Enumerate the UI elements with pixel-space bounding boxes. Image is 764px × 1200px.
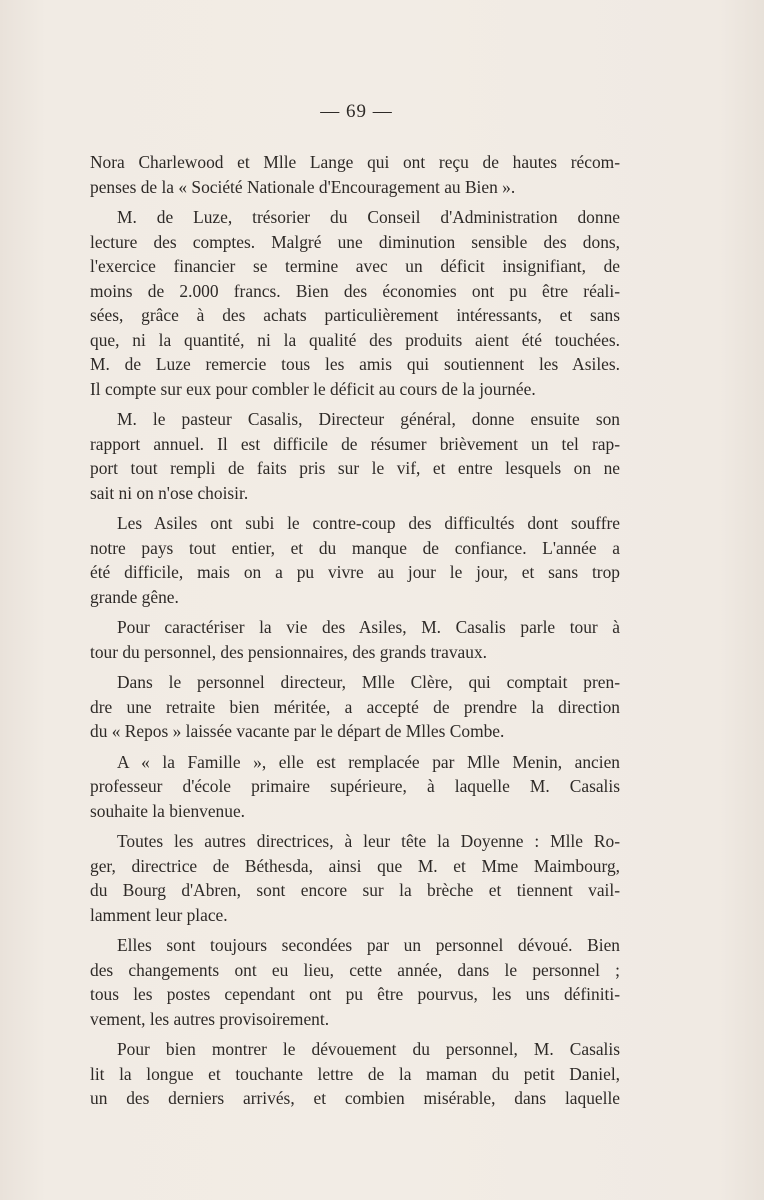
text-line: dre une retraite bien méritée, a accepté de prendre la direction — [90, 696, 620, 717]
text-line: du Bourg d'Abren, sont encore sur la brèche et tiennent vail- — [90, 880, 620, 900]
text-line: Elles sont toujours secondées par un personnel dévoué. Bien — [117, 935, 620, 955]
paragraph — [90, 933, 620, 1031]
paragraph — [90, 829, 620, 927]
text-line: Dans le personnel directeur, Mlle Clère, qui comptait pren- — [117, 672, 620, 692]
text-line: A « la Famille », elle est remplacée par Mlle Menin, ancien — [117, 751, 620, 772]
paragraph — [90, 407, 620, 505]
text-line: Les Asiles ont subi le contre-coup des difficultés dont souffre — [117, 513, 620, 533]
text-line: M. de Luze remercie tous les amis qui soutiennent les Asiles. — [90, 354, 620, 374]
text-line: souhaite la bienvenue. — [90, 800, 246, 821]
text-line: lecture des comptes. Malgré une diminution sensible des dons, — [90, 231, 620, 252]
paragraph — [90, 205, 620, 401]
text-line: Pour caractériser la vie des Asiles, M. Casalis parle tour à — [117, 617, 620, 637]
text-line: du « Repos » laissée vacante par le départ de Mlles Combe. — [90, 721, 505, 741]
text-line: M. de Luze, trésorier du Conseil d'Administration donne — [117, 207, 620, 227]
page-number: — 69 — — [320, 101, 393, 122]
text-line: lit la longue et touchante lettre de la maman du petit Daniel, — [90, 1063, 620, 1084]
text-line: Nora Charlewood et Mlle Lange qui ont reçu de hautes récom- — [90, 152, 620, 172]
text-line: été difficile, mais on a pu vivre au jour le jour, et sans trop — [90, 562, 620, 582]
text-line: lamment leur place. — [90, 904, 228, 925]
text-line: port tout rempli de faits pris sur le vif, et entre lesquels on ne — [90, 458, 620, 478]
text-line: Il compte sur eux pour combler le déficit au cours de la journée. — [90, 378, 536, 399]
paragraph — [90, 615, 620, 664]
text-line: un des derniers arrivés, et combien misérable, dans laquelle — [90, 1088, 620, 1108]
text-line: tour du personnel, des pensionnaires, des grands travaux. — [90, 641, 487, 662]
text-line: que, ni la quantité, ni la qualité des produits aient été touchées. — [90, 329, 620, 350]
paragraph — [90, 150, 620, 199]
text-line: Pour bien montrer le dévouement du personnel, M. Casalis — [117, 1039, 620, 1059]
text-line: tous les postes cependant ont pu être pourvus, les uns définiti- — [90, 984, 620, 1004]
text-line: moins de 2.000 francs. Bien des économies ont pu être réali- — [90, 280, 620, 301]
text-line: sées, grâce à des achats particulièrement intéressants, et sans — [90, 305, 620, 325]
text-line: sait ni on n'ose choisir. — [90, 482, 249, 503]
paragraph — [90, 750, 620, 824]
text-line: penses de la « Société Nationale d'Encouragement au Bien ». — [90, 176, 516, 197]
paragraph — [90, 1037, 620, 1111]
paragraph — [90, 511, 620, 609]
body-text — [90, 150, 620, 1117]
text-line: vement, les autres provisoirement. — [90, 1008, 330, 1029]
text-line: rapport annuel. Il est difficile de résumer brièvement un tel rap- — [90, 433, 620, 454]
text-line: l'exercice financier se termine avec un déficit insignifiant, de — [90, 256, 620, 276]
text-line: des changements ont eu lieu, cette année, dans le personnel ; — [90, 959, 620, 980]
text-line: ger, directrice de Béthesda, ainsi que M. et Mme Maimbourg, — [90, 855, 620, 876]
text-line: Toutes les autres directrices, à leur tête la Doyenne : Mlle Ro- — [117, 831, 620, 851]
paragraph — [90, 670, 620, 744]
text-line: grande gêne. — [90, 586, 179, 607]
text-line: notre pays tout entier, et du manque de confiance. L'année a — [90, 537, 620, 558]
text-line: M. le pasteur Casalis, Directeur général, donne ensuite son — [117, 409, 620, 429]
text-line: professeur d'école primaire supérieure, à laquelle M. Casalis — [90, 776, 620, 796]
